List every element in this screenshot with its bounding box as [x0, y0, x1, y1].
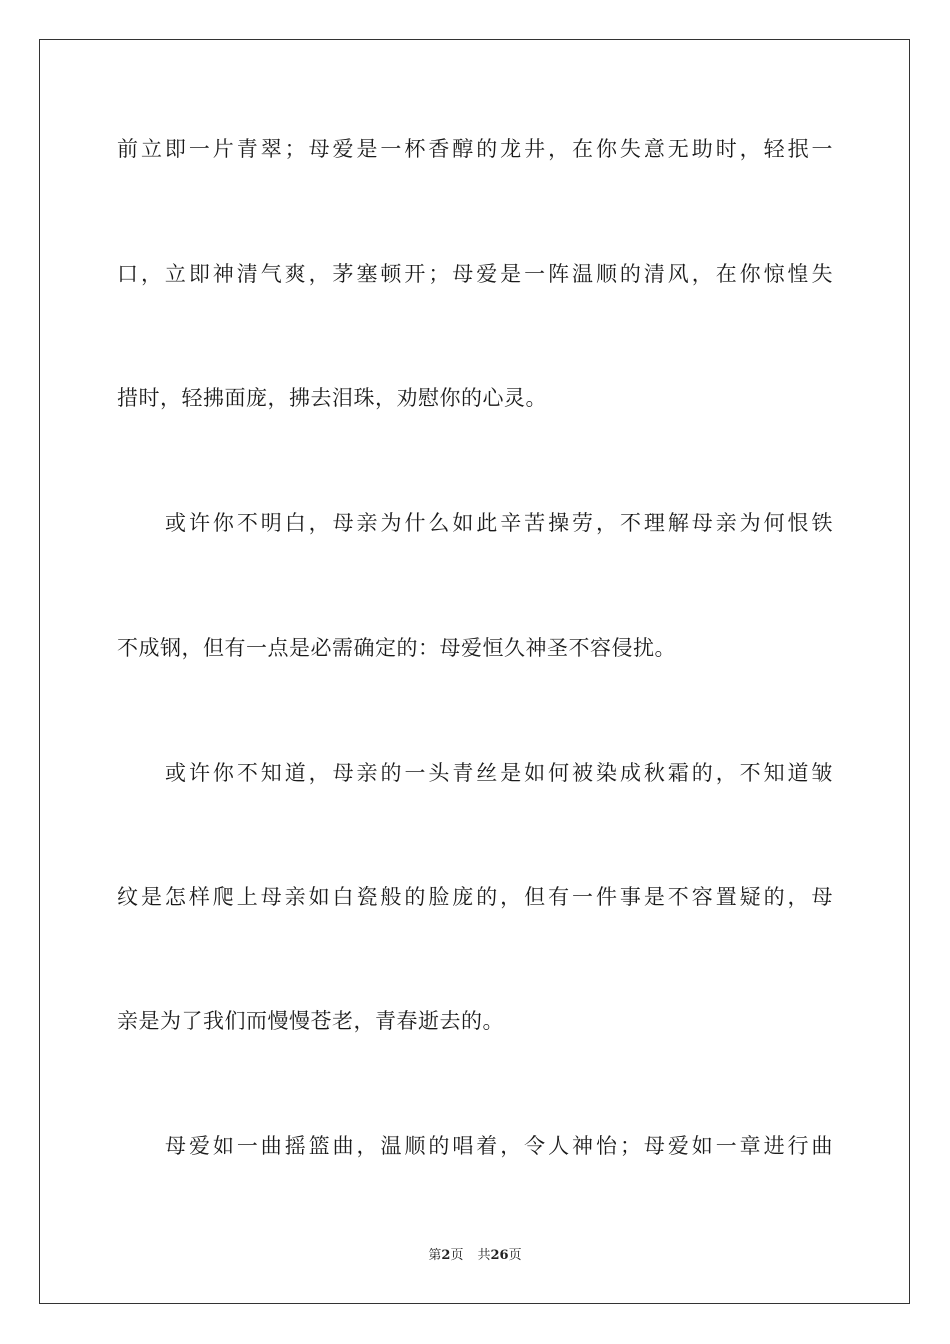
page-prefix: 第: [428, 1248, 442, 1263]
text-line-1: 前立即一片青翠；母爱是一杯香醇的龙井，在你失意无助时，轻抿一: [117, 137, 833, 161]
page-footer: [0, 1247, 950, 1265]
paragraph-2-line-1: 或许你不明白，母亲为什么如此辛苦操劳，不理解母亲为何恨铁: [165, 511, 833, 535]
page-number: 2: [441, 1248, 451, 1263]
page-border: [39, 39, 910, 1304]
text-line-2: 口，立即神清气爽，茅塞顿开；母爱是一阵温顺的清风，在你惊惶失: [117, 262, 833, 286]
text-line-3: 措时，轻拂面庞，拂去泪珠，劝慰你的心灵。: [117, 386, 547, 410]
paragraph-4-line-1: 母爱如一曲摇篮曲，温顺的唱着，令人神怡；母爱如一章进行曲: [165, 1134, 833, 1158]
paragraph-3-line-3: 亲是为了我们而慢慢苍老，青春逝去的。: [117, 1009, 504, 1033]
paragraph-3-line-1: 或许你不知道，母亲的一头青丝是如何被染成秋霜的，不知道皱: [165, 761, 833, 785]
total-pages: 26: [490, 1248, 509, 1263]
total-prefix: 共: [477, 1248, 491, 1263]
page-suffix: 页: [450, 1248, 464, 1263]
paragraph-2-line-2: 不成钢，但有一点是必需确定的：母爱恒久神圣不容侵扰。: [117, 636, 676, 660]
paragraph-3-line-2: 纹是怎样爬上母亲如白瓷般的脸庞的，但有一件事是不容置疑的，母: [117, 885, 833, 909]
total-suffix: 页: [508, 1248, 522, 1263]
